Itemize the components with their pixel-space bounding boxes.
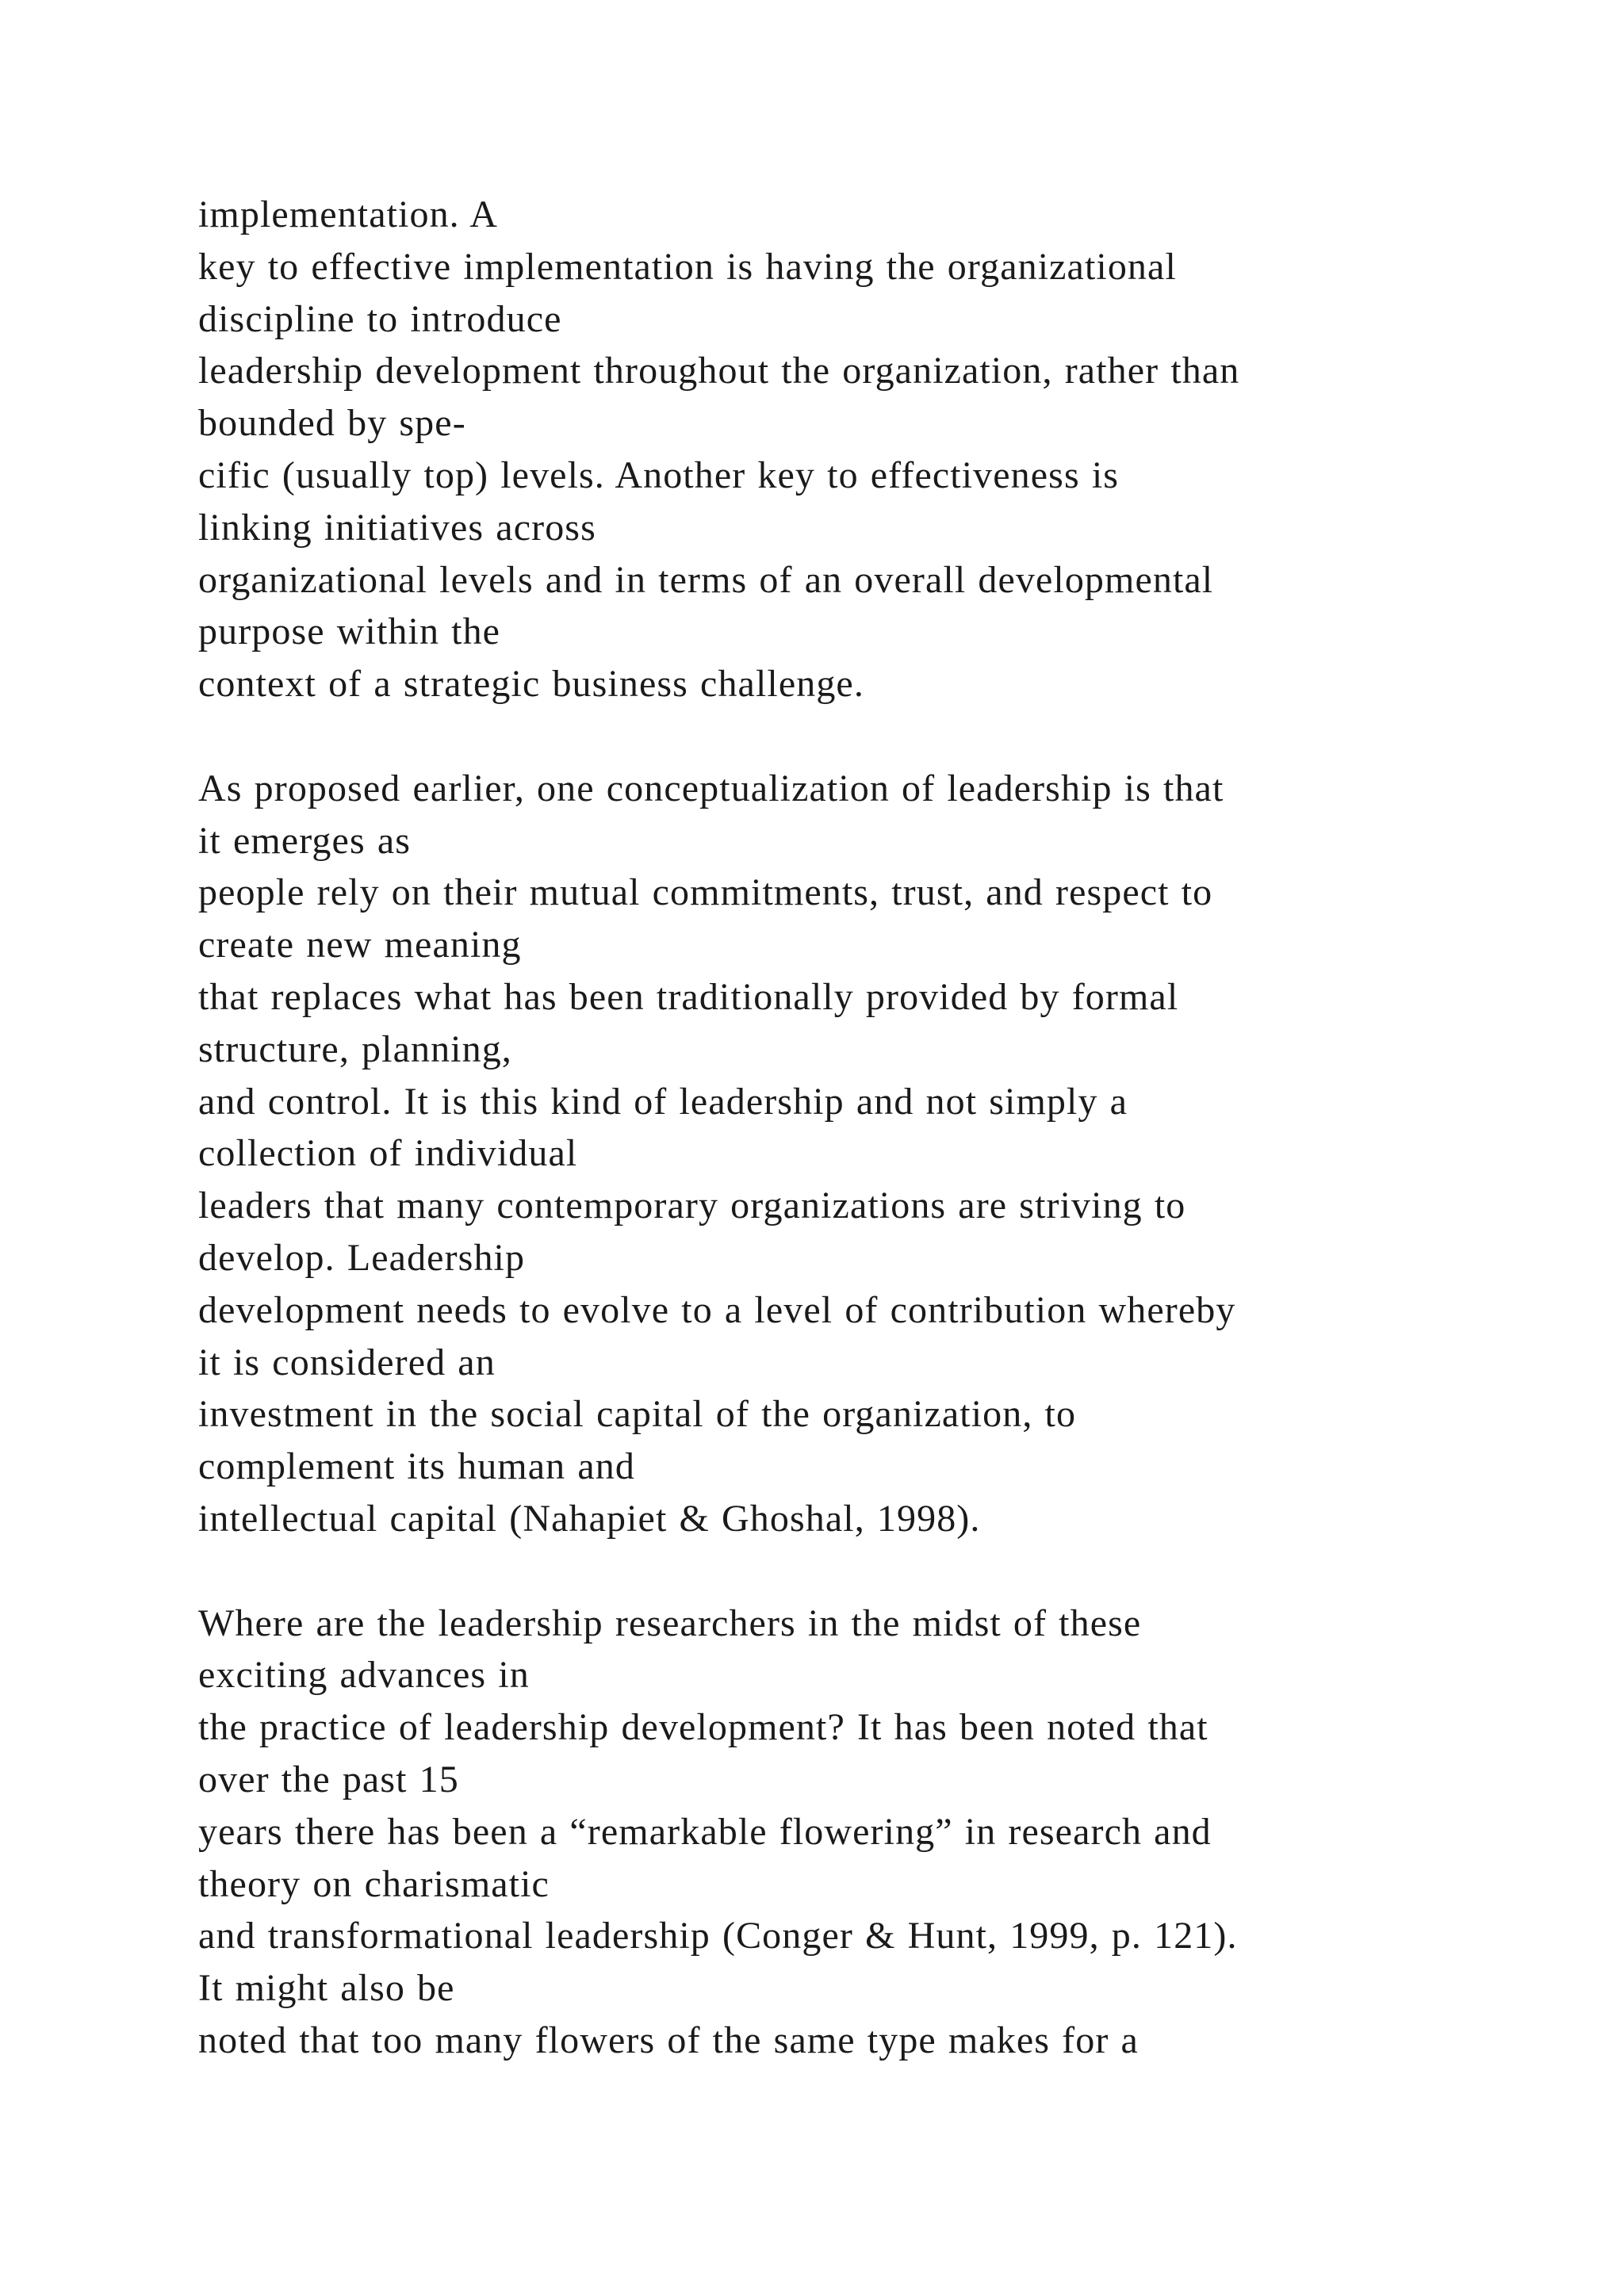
text-line: discipline to introduce: [198, 297, 562, 340]
paragraph-break: [198, 710, 1594, 763]
text-line: complement its human and: [198, 1445, 635, 1488]
text-line: development needs to evolve to a level of contribution whereby: [198, 1288, 1236, 1331]
text-line: key to effective implementation is having the organizational: [198, 245, 1177, 288]
text-line: linking initiatives across: [198, 506, 596, 549]
text-line: over the past 15: [198, 1758, 459, 1800]
text-line: create new meaning: [198, 924, 522, 966]
text-line: exciting advances in: [198, 1654, 530, 1697]
text-line: implementation. A: [198, 193, 498, 235]
text-line: purpose within the: [198, 610, 501, 653]
text-line: It might also be: [198, 1967, 455, 2010]
text-line: Where are the leadership researchers in the midst of these: [198, 1601, 1142, 1644]
text-line: leaders that many contemporary organizations are striving to: [198, 1184, 1186, 1227]
paragraph-break: [198, 1545, 1594, 1598]
text-line: noted that too many flowers of the same type makes for a: [198, 2019, 1139, 2061]
text-line: theory on charismatic: [198, 1862, 550, 1905]
text-line: structure, planning,: [198, 1027, 512, 1070]
text-line: the practice of leadership development? It has been noted that: [198, 1706, 1208, 1749]
text-line: cific (usually top) levels. Another key to effectiveness is: [198, 453, 1120, 496]
text-line: it emerges as: [198, 819, 412, 862]
text-line: As proposed earlier, one conceptualization of leadership is that: [198, 767, 1224, 809]
text-line: and transformational leadership (Conger & Hunt, 1999, p. 121).: [198, 1915, 1238, 1957]
text-line: and control. It is this kind of leadership and not simply a: [198, 1080, 1128, 1123]
text-line: collection of individual: [198, 1132, 578, 1175]
text-line: context of a strategic business challenge.: [198, 663, 864, 706]
text-line: bounded by spe-: [198, 402, 466, 445]
text-line: it is considered an: [198, 1341, 496, 1383]
text-line: investment in the social capital of the organization, to: [198, 1393, 1077, 1436]
text-line: leadership development throughout the organization, rather than: [198, 350, 1240, 392]
text-line: years there has been a “remarkable flowering” in research and: [198, 1810, 1212, 1853]
text-line: develop. Leadership: [198, 1236, 526, 1279]
text-line: people rely on their mutual commitments, trust, and respect to: [198, 871, 1213, 914]
text-line: organizational levels and in terms of an overall developmental: [198, 558, 1214, 601]
body-text: [198, 189, 1594, 2067]
text-line: that replaces what has been traditionally provided by formal: [198, 975, 1179, 1018]
text-line: intellectual capital (Nahapiet & Ghoshal, 1998).: [198, 1497, 981, 1540]
